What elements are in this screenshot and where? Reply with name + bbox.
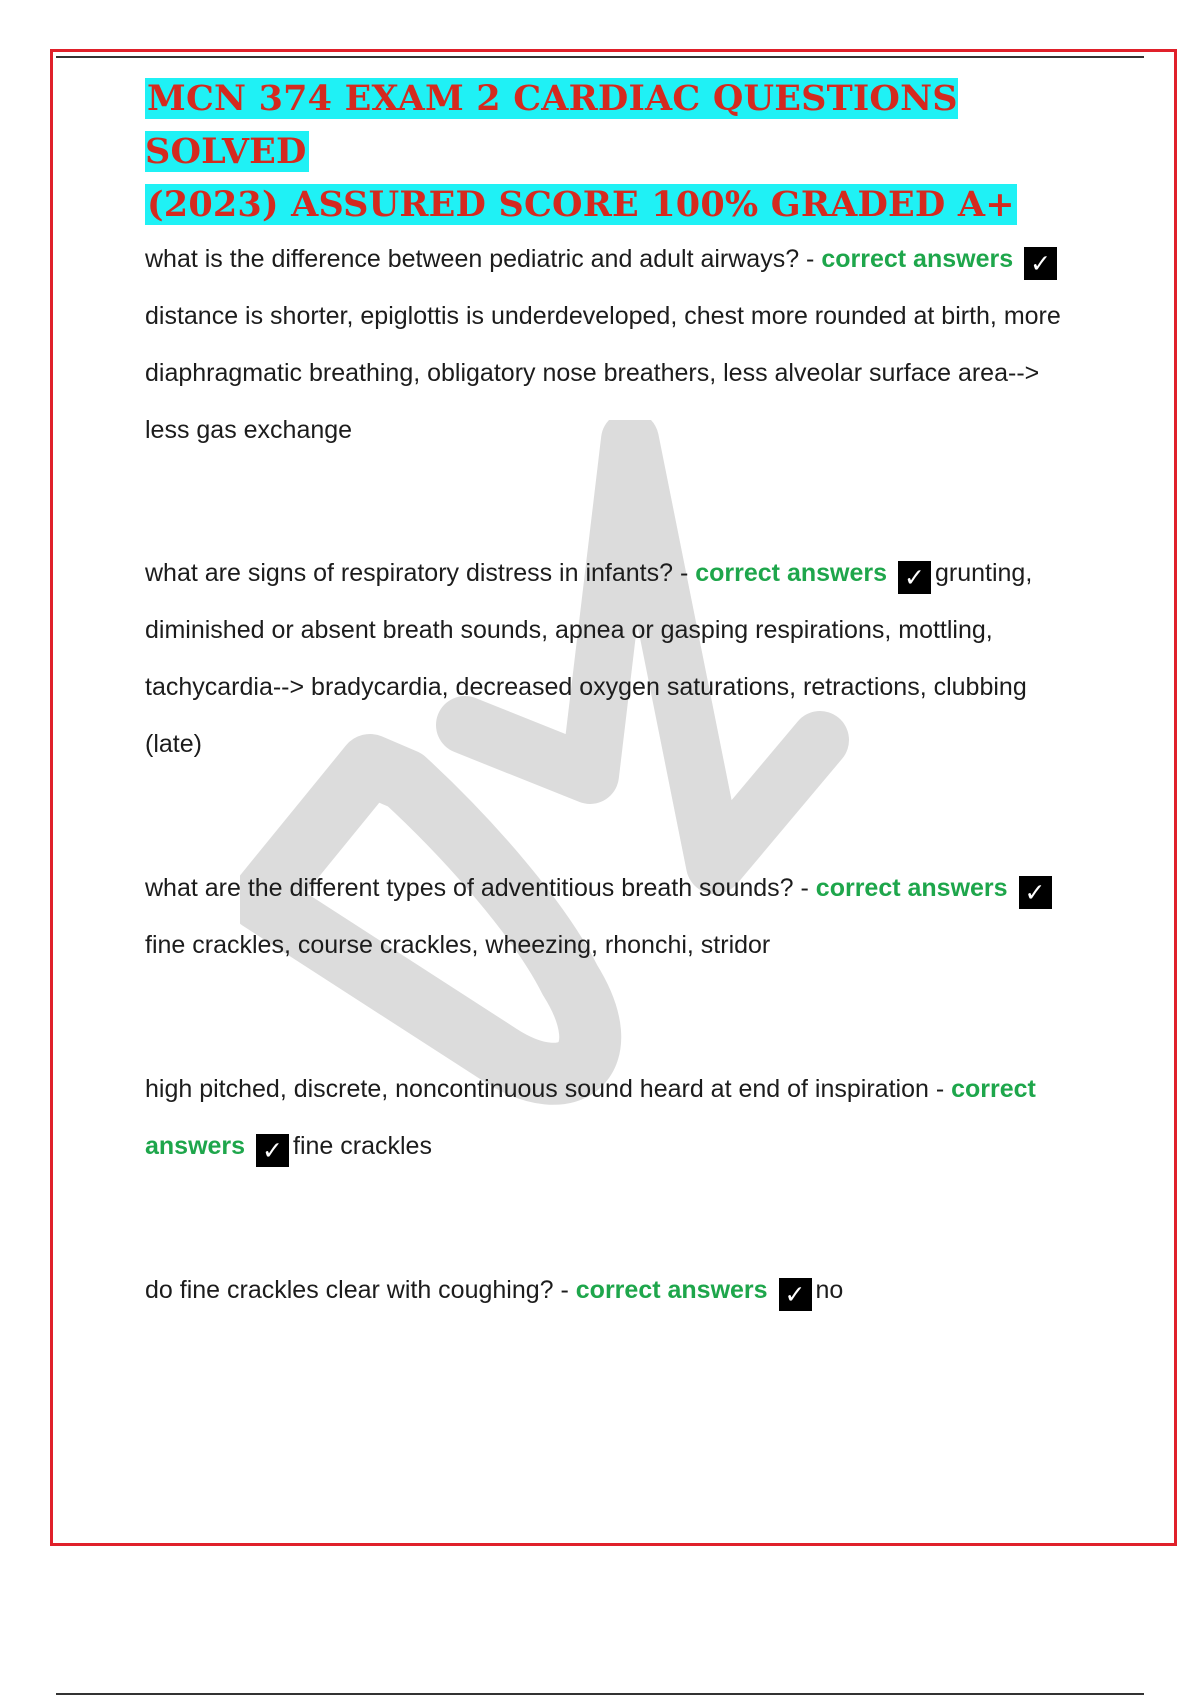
question-text: what are the different types of adventitious breath sounds? - xyxy=(145,874,816,902)
question-text: do fine crackles clear with coughing? - xyxy=(145,1276,576,1304)
answer-label: correct answers xyxy=(815,874,1008,902)
answer-label: correct answers xyxy=(821,245,1014,273)
question-text: what is the difference between pediatric and adult airways? - xyxy=(145,245,822,273)
question-text: high pitched, discrete, noncontinuous sound heard at end of inspiration - xyxy=(145,1075,952,1103)
title-line-1: MCN 374 EXAM 2 CARDIAC QUESTIONS SOLVED xyxy=(145,78,958,172)
document-title xyxy=(145,72,1085,231)
checkbox-icon: ✓ xyxy=(779,1278,812,1311)
answer-text: fine crackles xyxy=(293,1132,432,1160)
answer-label: correct answers xyxy=(145,1075,1036,1160)
answer-label: correct answers xyxy=(695,559,888,587)
checkbox-icon: ✓ xyxy=(1019,876,1052,909)
answer-label: correct answers xyxy=(575,1276,768,1304)
qa-item xyxy=(145,231,1085,459)
document-body xyxy=(145,72,1085,1319)
question-text: what are signs of respiratory distress in infants? - xyxy=(145,559,696,587)
qa-item xyxy=(145,1262,1085,1319)
answer-text: grunting, diminished or absent breath sounds, apnea or gasping respirations, mottling, tachycardia--> bradycardia, decreased oxygen saturations, retractions, clubbing (late) xyxy=(145,559,1033,758)
answer-text: no xyxy=(815,1276,844,1304)
checkbox-icon: ✓ xyxy=(256,1134,289,1167)
qa-item xyxy=(145,1061,1085,1175)
answer-text: distance is shorter, epiglottis is underdeveloped, chest more rounded at birth, more diaphragmatic breathing, obligatory nose breathers, less alveolar surface area--> less gas exchange xyxy=(145,302,1061,444)
bottom-rule xyxy=(56,1693,1144,1695)
title-line-2: (2023) ASSURED SCORE 100% GRADED A+ xyxy=(147,184,1015,225)
qa-item xyxy=(145,545,1085,773)
answer-text: fine crackles, course crackles, wheezing, rhonchi, stridor xyxy=(145,931,771,959)
checkbox-icon: ✓ xyxy=(1024,247,1057,280)
checkbox-icon: ✓ xyxy=(898,561,931,594)
qa-item xyxy=(145,860,1085,974)
